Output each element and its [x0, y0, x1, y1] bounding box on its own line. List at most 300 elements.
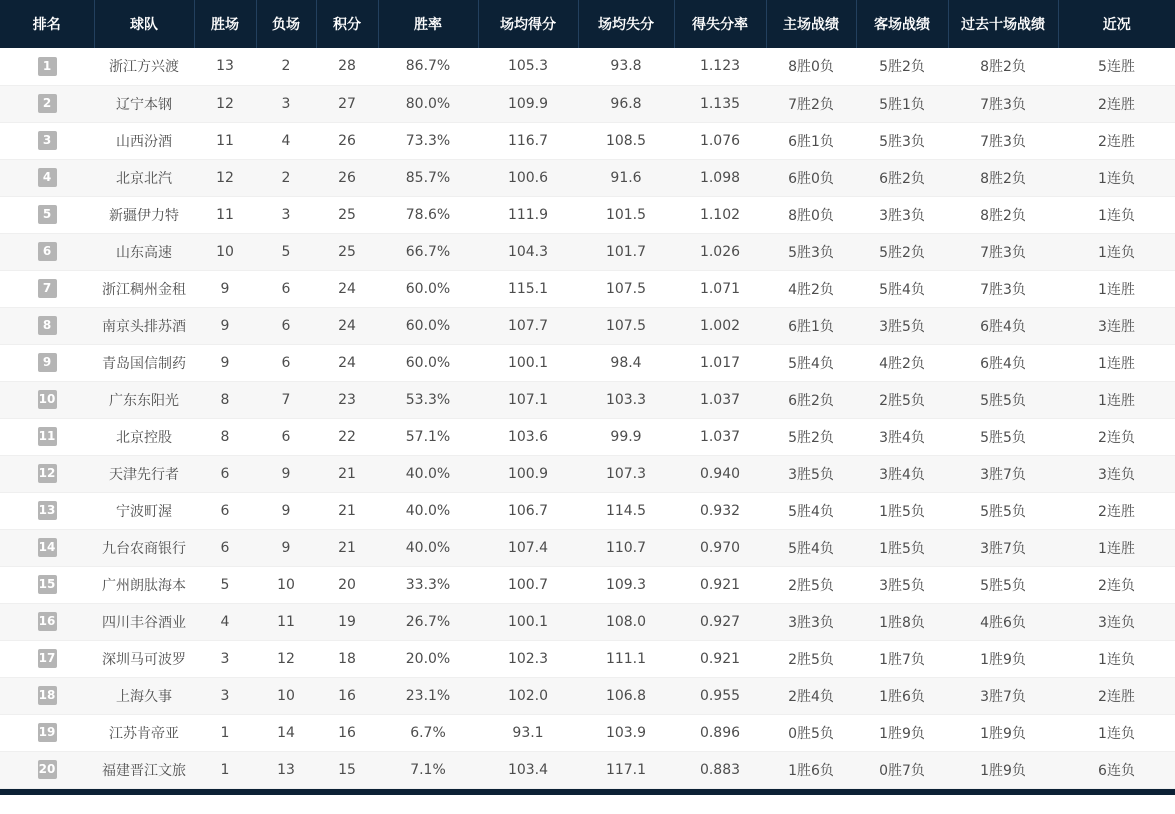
standings-header [0, 0, 1175, 48]
away-record-cell: 3胜5负 [856, 566, 948, 603]
table-row[interactable] [0, 603, 1175, 640]
team-cell: 江苏肯帝亚 [94, 714, 194, 751]
points-ratio-cell: 0.970 [674, 529, 766, 566]
points-ratio-cell: 0.921 [674, 640, 766, 677]
home-record-cell: 4胜2负 [766, 270, 856, 307]
win-rate-cell: 66.7% [378, 233, 478, 270]
away-record-cell: 1胜5负 [856, 529, 948, 566]
home-record-cell: 5胜4负 [766, 492, 856, 529]
rank-cell [0, 529, 94, 566]
rank-cell [0, 85, 94, 122]
points-cell: 15 [316, 751, 378, 788]
avg-points-for-cell: 102.3 [478, 640, 578, 677]
points-ratio-cell: 1.037 [674, 418, 766, 455]
last-10-record-cell: 8胜2负 [948, 159, 1058, 196]
table-row[interactable] [0, 381, 1175, 418]
away-record-cell: 5胜1负 [856, 85, 948, 122]
losses-cell: 10 [256, 677, 316, 714]
rank-badge: 5 [38, 205, 57, 224]
win-rate-cell: 60.0% [378, 270, 478, 307]
avg-points-against-cell: 117.1 [578, 751, 674, 788]
home-record-cell: 6胜0负 [766, 159, 856, 196]
losses-cell: 13 [256, 751, 316, 788]
losses-cell: 7 [256, 381, 316, 418]
avg-points-against-cell: 91.6 [578, 159, 674, 196]
column-header-win-rate: 胜率 [378, 0, 478, 48]
points-ratio-cell: 0.921 [674, 566, 766, 603]
avg-points-against-cell: 99.9 [578, 418, 674, 455]
wins-cell: 1 [194, 714, 256, 751]
last-10-record-cell: 4胜6负 [948, 603, 1058, 640]
table-row[interactable] [0, 233, 1175, 270]
table-row[interactable] [0, 196, 1175, 233]
away-record-cell: 5胜2负 [856, 233, 948, 270]
last-10-record-cell: 7胜3负 [948, 270, 1058, 307]
wins-cell: 1 [194, 751, 256, 788]
losses-cell: 14 [256, 714, 316, 751]
avg-points-against-cell: 96.8 [578, 85, 674, 122]
table-row[interactable] [0, 344, 1175, 381]
wins-cell: 12 [194, 85, 256, 122]
table-row[interactable] [0, 48, 1175, 85]
points-ratio-cell: 0.883 [674, 751, 766, 788]
last-10-record-cell: 1胜9负 [948, 640, 1058, 677]
team-cell: 上海久事 [94, 677, 194, 714]
team-cell: 九台农商银行 [94, 529, 194, 566]
team-cell: 山西汾酒 [94, 122, 194, 159]
avg-points-for-cell: 100.6 [478, 159, 578, 196]
rank-badge: 14 [38, 538, 57, 557]
avg-points-against-cell: 101.5 [578, 196, 674, 233]
win-rate-cell: 7.1% [378, 751, 478, 788]
last-10-record-cell: 5胜5负 [948, 566, 1058, 603]
last-10-record-cell: 3胜7负 [948, 529, 1058, 566]
recent-form-cell: 1连胜 [1058, 344, 1175, 381]
recent-form-cell: 2连胜 [1058, 677, 1175, 714]
points-cell: 20 [316, 566, 378, 603]
wins-cell: 4 [194, 603, 256, 640]
losses-cell: 6 [256, 418, 316, 455]
losses-cell: 10 [256, 566, 316, 603]
rank-badge: 15 [38, 575, 57, 594]
avg-points-for-cell: 102.0 [478, 677, 578, 714]
wins-cell: 9 [194, 344, 256, 381]
rank-badge: 17 [38, 649, 57, 668]
last-10-record-cell: 3胜7负 [948, 455, 1058, 492]
last-10-record-cell: 7胜3负 [948, 85, 1058, 122]
rank-badge: 18 [38, 686, 57, 705]
last-10-record-cell: 3胜7负 [948, 677, 1058, 714]
recent-form-cell: 1连负 [1058, 233, 1175, 270]
column-header-recent-form: 近况 [1058, 0, 1175, 48]
home-record-cell: 3胜5负 [766, 455, 856, 492]
win-rate-cell: 86.7% [378, 48, 478, 85]
wins-cell: 11 [194, 122, 256, 159]
last-10-record-cell: 8胜2负 [948, 196, 1058, 233]
avg-points-for-cell: 107.4 [478, 529, 578, 566]
recent-form-cell: 2连负 [1058, 566, 1175, 603]
points-cell: 16 [316, 714, 378, 751]
recent-form-cell: 1连胜 [1058, 381, 1175, 418]
recent-form-cell: 5连胜 [1058, 48, 1175, 85]
rank-badge: 6 [38, 242, 57, 261]
table-row[interactable] [0, 677, 1175, 714]
win-rate-cell: 6.7% [378, 714, 478, 751]
rank-cell [0, 48, 94, 85]
team-cell: 北京控股 [94, 418, 194, 455]
away-record-cell: 1胜8负 [856, 603, 948, 640]
points-ratio-cell: 1.002 [674, 307, 766, 344]
recent-form-cell: 1连负 [1058, 714, 1175, 751]
last-10-record-cell: 5胜5负 [948, 418, 1058, 455]
wins-cell: 12 [194, 159, 256, 196]
wins-cell: 9 [194, 307, 256, 344]
rank-badge: 10 [38, 390, 57, 409]
wins-cell: 8 [194, 418, 256, 455]
points-ratio-cell: 1.071 [674, 270, 766, 307]
wins-cell: 6 [194, 492, 256, 529]
last-10-record-cell: 5胜5负 [948, 492, 1058, 529]
home-record-cell: 5胜4负 [766, 529, 856, 566]
avg-points-for-cell: 107.7 [478, 307, 578, 344]
win-rate-cell: 57.1% [378, 418, 478, 455]
rank-cell [0, 455, 94, 492]
rank-badge: 2 [38, 94, 57, 113]
avg-points-against-cell: 103.9 [578, 714, 674, 751]
avg-points-for-cell: 111.9 [478, 196, 578, 233]
avg-points-against-cell: 101.7 [578, 233, 674, 270]
avg-points-for-cell: 100.9 [478, 455, 578, 492]
rank-cell [0, 566, 94, 603]
rank-cell [0, 603, 94, 640]
losses-cell: 6 [256, 307, 316, 344]
avg-points-against-cell: 107.5 [578, 270, 674, 307]
home-record-cell: 5胜4负 [766, 344, 856, 381]
home-record-cell: 3胜3负 [766, 603, 856, 640]
wins-cell: 3 [194, 677, 256, 714]
avg-points-for-cell: 100.1 [478, 344, 578, 381]
avg-points-against-cell: 108.0 [578, 603, 674, 640]
win-rate-cell: 26.7% [378, 603, 478, 640]
home-record-cell: 2胜5负 [766, 566, 856, 603]
win-rate-cell: 53.3% [378, 381, 478, 418]
points-cell: 16 [316, 677, 378, 714]
rank-cell [0, 381, 94, 418]
avg-points-against-cell: 93.8 [578, 48, 674, 85]
rank-badge: 3 [38, 131, 57, 150]
team-cell: 四川丰谷酒业 [94, 603, 194, 640]
wins-cell: 9 [194, 270, 256, 307]
rank-cell [0, 196, 94, 233]
column-header-last-10-record: 过去十场战绩 [948, 0, 1058, 48]
rank-cell [0, 122, 94, 159]
away-record-cell: 0胜7负 [856, 751, 948, 788]
column-header-team: 球队 [94, 0, 194, 48]
wins-cell: 8 [194, 381, 256, 418]
avg-points-for-cell: 100.1 [478, 603, 578, 640]
recent-form-cell: 3连负 [1058, 603, 1175, 640]
points-ratio-cell: 1.102 [674, 196, 766, 233]
home-record-cell: 2胜5负 [766, 640, 856, 677]
team-cell: 广东东阳光 [94, 381, 194, 418]
column-header-losses: 负场 [256, 0, 316, 48]
points-ratio-cell: 1.098 [674, 159, 766, 196]
points-ratio-cell: 1.123 [674, 48, 766, 85]
column-header-avg-points-for: 场均得分 [478, 0, 578, 48]
losses-cell: 2 [256, 48, 316, 85]
avg-points-for-cell: 105.3 [478, 48, 578, 85]
win-rate-cell: 73.3% [378, 122, 478, 159]
points-ratio-cell: 0.927 [674, 603, 766, 640]
avg-points-for-cell: 93.1 [478, 714, 578, 751]
recent-form-cell: 6连负 [1058, 751, 1175, 788]
away-record-cell: 6胜2负 [856, 159, 948, 196]
team-cell: 福建晋江文旅 [94, 751, 194, 788]
avg-points-for-cell: 106.7 [478, 492, 578, 529]
table-row[interactable] [0, 270, 1175, 307]
home-record-cell: 8胜0负 [766, 196, 856, 233]
away-record-cell: 3胜4负 [856, 455, 948, 492]
team-cell: 南京头排苏酒 [94, 307, 194, 344]
wins-cell: 3 [194, 640, 256, 677]
recent-form-cell: 1连负 [1058, 196, 1175, 233]
losses-cell: 9 [256, 529, 316, 566]
rank-badge: 9 [38, 353, 57, 372]
recent-form-cell: 3连胜 [1058, 307, 1175, 344]
losses-cell: 3 [256, 196, 316, 233]
losses-cell: 6 [256, 344, 316, 381]
win-rate-cell: 40.0% [378, 529, 478, 566]
avg-points-for-cell: 116.7 [478, 122, 578, 159]
points-cell: 19 [316, 603, 378, 640]
rank-cell [0, 714, 94, 751]
points-cell: 21 [316, 492, 378, 529]
recent-form-cell: 2连负 [1058, 418, 1175, 455]
last-10-record-cell: 6胜4负 [948, 344, 1058, 381]
points-ratio-cell: 0.940 [674, 455, 766, 492]
recent-form-cell: 1连胜 [1058, 270, 1175, 307]
wins-cell: 6 [194, 529, 256, 566]
last-10-record-cell: 5胜5负 [948, 381, 1058, 418]
rank-cell [0, 344, 94, 381]
win-rate-cell: 85.7% [378, 159, 478, 196]
last-10-record-cell: 6胜4负 [948, 307, 1058, 344]
home-record-cell: 5胜2负 [766, 418, 856, 455]
rank-badge: 4 [38, 168, 57, 187]
table-row[interactable] [0, 492, 1175, 529]
win-rate-cell: 78.6% [378, 196, 478, 233]
team-cell: 浙江稠州金租 [94, 270, 194, 307]
wins-cell: 10 [194, 233, 256, 270]
rank-badge: 7 [38, 279, 57, 298]
losses-cell: 12 [256, 640, 316, 677]
table-row[interactable] [0, 85, 1175, 122]
rank-badge: 8 [38, 316, 57, 335]
wins-cell: 6 [194, 455, 256, 492]
points-ratio-cell: 0.955 [674, 677, 766, 714]
rank-cell [0, 307, 94, 344]
points-cell: 28 [316, 48, 378, 85]
recent-form-cell: 2连胜 [1058, 122, 1175, 159]
rank-badge: 11 [38, 427, 57, 446]
losses-cell: 9 [256, 492, 316, 529]
home-record-cell: 6胜1负 [766, 307, 856, 344]
win-rate-cell: 40.0% [378, 492, 478, 529]
wins-cell: 5 [194, 566, 256, 603]
recent-form-cell: 1连负 [1058, 159, 1175, 196]
rank-cell [0, 640, 94, 677]
home-record-cell: 8胜0负 [766, 48, 856, 85]
table-row[interactable] [0, 455, 1175, 492]
rank-badge: 13 [38, 501, 57, 520]
points-cell: 26 [316, 159, 378, 196]
table-row[interactable] [0, 159, 1175, 196]
team-cell: 宁波町渥 [94, 492, 194, 529]
home-record-cell: 1胜6负 [766, 751, 856, 788]
home-record-cell: 2胜4负 [766, 677, 856, 714]
team-cell: 辽宁本钢 [94, 85, 194, 122]
away-record-cell: 3胜4负 [856, 418, 948, 455]
column-header-rank: 排名 [0, 0, 94, 48]
points-cell: 24 [316, 307, 378, 344]
table-row[interactable] [0, 307, 1175, 344]
points-cell: 21 [316, 455, 378, 492]
table-row[interactable] [0, 529, 1175, 566]
team-cell: 浙江方兴渡 [94, 48, 194, 85]
team-cell: 广州朗肽海本 [94, 566, 194, 603]
recent-form-cell: 1连负 [1058, 640, 1175, 677]
team-cell: 新疆伊力特 [94, 196, 194, 233]
avg-points-against-cell: 109.3 [578, 566, 674, 603]
team-cell: 北京北汽 [94, 159, 194, 196]
wins-cell: 11 [194, 196, 256, 233]
win-rate-cell: 80.0% [378, 85, 478, 122]
losses-cell: 6 [256, 270, 316, 307]
column-header-away-record: 客场战绩 [856, 0, 948, 48]
team-cell: 天津先行者 [94, 455, 194, 492]
points-ratio-cell: 0.896 [674, 714, 766, 751]
table-row[interactable] [0, 640, 1175, 677]
avg-points-against-cell: 111.1 [578, 640, 674, 677]
last-10-record-cell: 8胜2负 [948, 48, 1058, 85]
recent-form-cell: 2连胜 [1058, 85, 1175, 122]
points-cell: 25 [316, 233, 378, 270]
avg-points-for-cell: 104.3 [478, 233, 578, 270]
away-record-cell: 5胜3负 [856, 122, 948, 159]
away-record-cell: 1胜9负 [856, 714, 948, 751]
avg-points-against-cell: 107.5 [578, 307, 674, 344]
home-record-cell: 6胜2负 [766, 381, 856, 418]
win-rate-cell: 60.0% [378, 344, 478, 381]
points-cell: 24 [316, 270, 378, 307]
rank-cell [0, 751, 94, 788]
rank-badge: 16 [38, 612, 57, 631]
rank-badge: 1 [38, 57, 57, 76]
points-cell: 24 [316, 344, 378, 381]
points-ratio-cell: 1.037 [674, 381, 766, 418]
win-rate-cell: 40.0% [378, 455, 478, 492]
avg-points-for-cell: 115.1 [478, 270, 578, 307]
away-record-cell: 1胜6负 [856, 677, 948, 714]
points-ratio-cell: 0.932 [674, 492, 766, 529]
last-10-record-cell: 1胜9负 [948, 714, 1058, 751]
wins-cell: 13 [194, 48, 256, 85]
table-row[interactable] [0, 418, 1175, 455]
recent-form-cell: 1连胜 [1058, 529, 1175, 566]
points-ratio-cell: 1.026 [674, 233, 766, 270]
last-10-record-cell: 1胜9负 [948, 751, 1058, 788]
away-record-cell: 5胜2负 [856, 48, 948, 85]
rank-badge: 12 [38, 464, 57, 483]
away-record-cell: 1胜5负 [856, 492, 948, 529]
points-ratio-cell: 1.017 [674, 344, 766, 381]
standings-body [0, 48, 1175, 788]
bottom-divider-bar [0, 789, 1175, 795]
column-header-home-record: 主场战绩 [766, 0, 856, 48]
home-record-cell: 6胜1负 [766, 122, 856, 159]
points-cell: 27 [316, 85, 378, 122]
win-rate-cell: 23.1% [378, 677, 478, 714]
team-cell: 青岛国信制药 [94, 344, 194, 381]
away-record-cell: 1胜7负 [856, 640, 948, 677]
losses-cell: 9 [256, 455, 316, 492]
table-row[interactable] [0, 122, 1175, 159]
rank-cell [0, 159, 94, 196]
win-rate-cell: 20.0% [378, 640, 478, 677]
losses-cell: 5 [256, 233, 316, 270]
losses-cell: 2 [256, 159, 316, 196]
avg-points-against-cell: 103.3 [578, 381, 674, 418]
rank-cell [0, 677, 94, 714]
avg-points-against-cell: 98.4 [578, 344, 674, 381]
avg-points-against-cell: 107.3 [578, 455, 674, 492]
team-cell: 深圳马可波罗 [94, 640, 194, 677]
table-row[interactable] [0, 714, 1175, 751]
recent-form-cell: 3连负 [1058, 455, 1175, 492]
column-header-wins: 胜场 [194, 0, 256, 48]
win-rate-cell: 33.3% [378, 566, 478, 603]
points-ratio-cell: 1.076 [674, 122, 766, 159]
away-record-cell: 3胜3负 [856, 196, 948, 233]
table-row[interactable] [0, 751, 1175, 788]
avg-points-for-cell: 109.9 [478, 85, 578, 122]
avg-points-against-cell: 108.5 [578, 122, 674, 159]
points-cell: 18 [316, 640, 378, 677]
avg-points-for-cell: 103.4 [478, 751, 578, 788]
column-header-points-ratio: 得失分率 [674, 0, 766, 48]
team-cell: 山东高速 [94, 233, 194, 270]
avg-points-against-cell: 114.5 [578, 492, 674, 529]
away-record-cell: 4胜2负 [856, 344, 948, 381]
points-cell: 21 [316, 529, 378, 566]
losses-cell: 4 [256, 122, 316, 159]
rank-cell [0, 233, 94, 270]
home-record-cell: 5胜3负 [766, 233, 856, 270]
rank-badge: 19 [38, 723, 57, 742]
recent-form-cell: 2连胜 [1058, 492, 1175, 529]
rank-cell [0, 418, 94, 455]
table-row[interactable] [0, 566, 1175, 603]
rank-cell [0, 270, 94, 307]
rank-cell [0, 492, 94, 529]
away-record-cell: 2胜5负 [856, 381, 948, 418]
last-10-record-cell: 7胜3负 [948, 122, 1058, 159]
home-record-cell: 0胜5负 [766, 714, 856, 751]
rank-badge: 20 [38, 760, 57, 779]
losses-cell: 3 [256, 85, 316, 122]
points-ratio-cell: 1.135 [674, 85, 766, 122]
points-cell: 22 [316, 418, 378, 455]
